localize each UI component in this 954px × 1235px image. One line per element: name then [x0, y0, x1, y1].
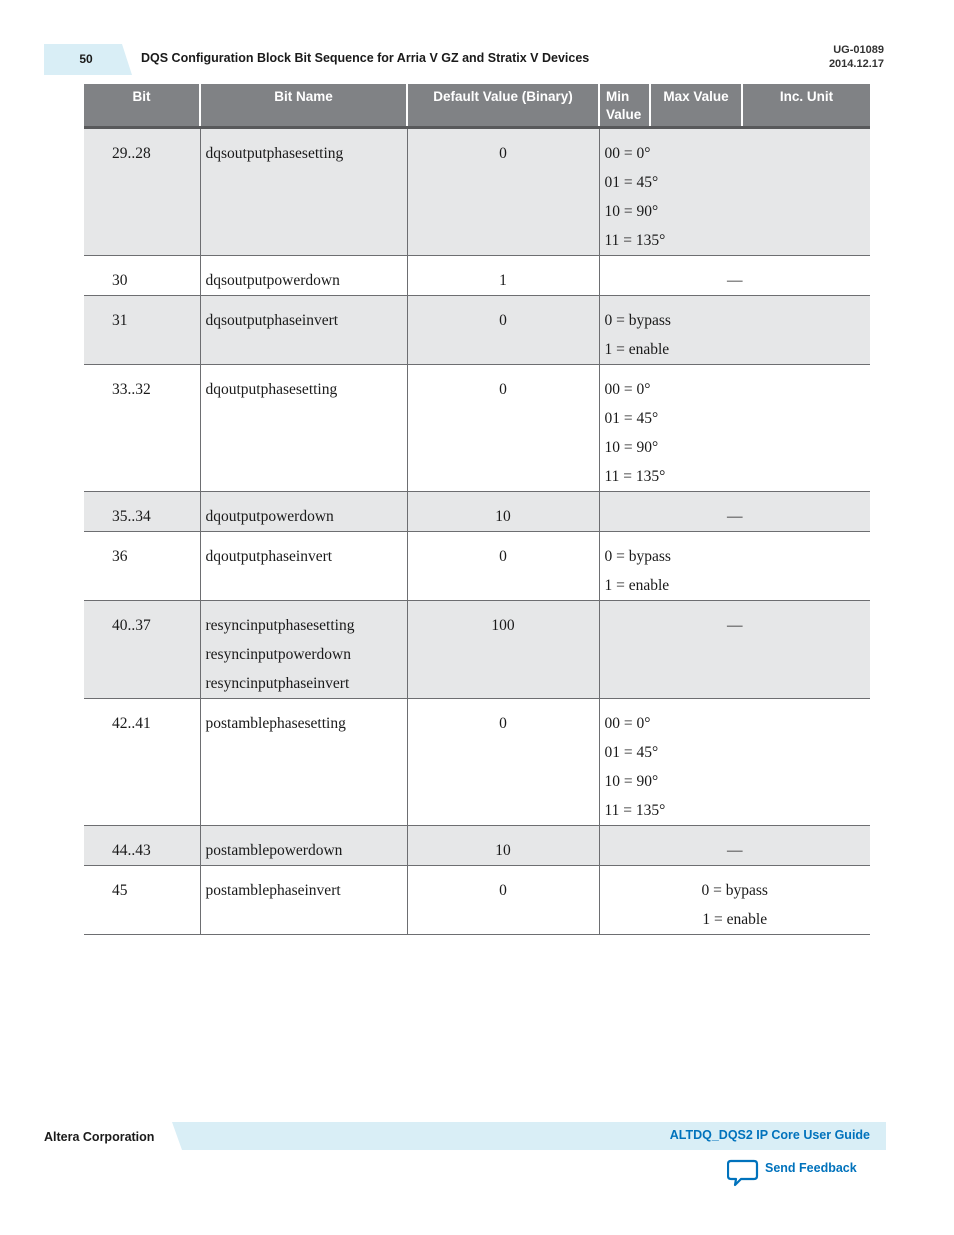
page-number-tab	[44, 44, 132, 75]
cell-bit-name	[200, 698, 407, 825]
table-row	[84, 491, 870, 531]
cell-bit: 33..32	[84, 364, 200, 491]
value-line: 1 = enable	[702, 910, 768, 928]
cell-values	[599, 600, 870, 698]
bit-name-line: dqsoutputphasesetting	[205, 144, 344, 162]
table-row	[84, 531, 870, 600]
value-line: 00 = 0°	[604, 144, 651, 162]
cell-bit: 36	[84, 531, 200, 600]
cell-default-value: 10	[407, 491, 599, 531]
cell-bit-name	[200, 255, 407, 295]
doc-id: UG-01089	[833, 44, 884, 56]
bit-name-line: dqoutputphaseinvert	[205, 547, 333, 565]
page-number: 50	[79, 52, 93, 66]
table-row	[84, 127, 870, 255]
col-header-bit: Bit	[84, 84, 200, 127]
bit-name-line: resyncinputphasesetting	[205, 616, 355, 634]
bit-name-line: postamblephaseinvert	[205, 881, 341, 899]
bit-sequence-table	[84, 84, 870, 935]
value-line: —	[727, 841, 743, 859]
cell-default-value: 1	[407, 255, 599, 295]
cell-values	[599, 698, 870, 825]
value-line: 11 = 135°	[604, 467, 666, 485]
table-row	[84, 865, 870, 934]
cell-bit: 45	[84, 865, 200, 934]
cell-values	[599, 127, 870, 255]
bit-name-line: dqsoutputphaseinvert	[205, 311, 339, 329]
bit-name-line: dqoutputphasesetting	[205, 380, 338, 398]
value-line: 11 = 135°	[604, 801, 666, 819]
cell-values	[599, 865, 870, 934]
value-line: —	[727, 271, 743, 289]
cell-values	[599, 255, 870, 295]
value-line: 1 = enable	[604, 340, 670, 358]
table-row	[84, 825, 870, 865]
doc-date: 2014.12.17	[828, 58, 884, 70]
value-line: 01 = 45°	[604, 173, 659, 191]
col-header-max: Max Value	[650, 84, 742, 127]
value-line: 0 = bypass	[701, 881, 768, 899]
cell-bit: 44..43	[84, 825, 200, 865]
table-row	[84, 364, 870, 491]
bit-name-line: resyncinputpowerdown	[205, 645, 351, 663]
cell-bit: 35..34	[84, 491, 200, 531]
doc-meta	[829, 43, 884, 71]
value-line: 1 = enable	[604, 576, 670, 594]
value-line: 11 = 135°	[604, 231, 666, 249]
cell-default-value: 0	[407, 865, 599, 934]
cell-bit-name	[200, 295, 407, 364]
cell-default-value: 0	[407, 364, 599, 491]
value-line: —	[727, 507, 743, 525]
value-line: 10 = 90°	[604, 438, 659, 456]
value-line: 10 = 90°	[604, 202, 659, 220]
col-header-inc: Inc. Unit	[742, 84, 870, 127]
cell-bit: 31	[84, 295, 200, 364]
value-line: 10 = 90°	[604, 772, 659, 790]
value-line: 00 = 0°	[604, 380, 651, 398]
value-line: 01 = 45°	[604, 743, 659, 761]
cell-bit: 42..41	[84, 698, 200, 825]
cell-bit-name	[200, 364, 407, 491]
cell-bit: 29..28	[84, 127, 200, 255]
cell-default-value: 100	[407, 600, 599, 698]
footer-company: Altera Corporation	[44, 1130, 155, 1144]
cell-bit-name	[200, 825, 407, 865]
table-row	[84, 698, 870, 825]
value-line: 00 = 0°	[604, 714, 651, 732]
cell-default-value: 0	[407, 295, 599, 364]
cell-default-value: 0	[407, 531, 599, 600]
cell-bit: 40..37	[84, 600, 200, 698]
value-line: 01 = 45°	[604, 409, 659, 427]
cell-default-value: 10	[407, 825, 599, 865]
cell-bit-name	[200, 531, 407, 600]
cell-values	[599, 491, 870, 531]
bit-name-line: postamblepowerdown	[205, 841, 343, 859]
table-body	[84, 127, 870, 934]
cell-bit-name	[200, 491, 407, 531]
bit-name-line: resyncinputphaseinvert	[205, 674, 350, 692]
value-line: 0 = bypass	[604, 547, 671, 565]
table-row	[84, 600, 870, 698]
section-title: DQS Configuration Block Bit Sequence for Arria V GZ and Stratix V Devices	[141, 51, 590, 65]
cell-bit-name	[200, 865, 407, 934]
footer-guide-link[interactable]: ALTDQ_DQS2 IP Core User Guide	[669, 1128, 870, 1142]
feedback-speech-bubble-icon	[727, 1159, 759, 1187]
table-row	[84, 295, 870, 364]
col-header-min: Min Value	[599, 84, 650, 127]
cell-values	[599, 531, 870, 600]
value-line: 0 = bypass	[604, 311, 671, 329]
table-header-row	[84, 84, 870, 127]
cell-default-value: 0	[407, 127, 599, 255]
bit-name-line: dqsoutputpowerdown	[205, 271, 340, 289]
bit-name-line: postamblephasesetting	[205, 714, 346, 732]
col-header-bit-name: Bit Name	[200, 84, 407, 127]
table-row	[84, 255, 870, 295]
cell-bit-name	[200, 600, 407, 698]
col-header-default: Default Value (Binary)	[407, 84, 599, 127]
cell-default-value: 0	[407, 698, 599, 825]
cell-bit: 30	[84, 255, 200, 295]
cell-bit-name	[200, 127, 407, 255]
cell-values	[599, 295, 870, 364]
bit-name-line: dqoutputpowerdown	[205, 507, 334, 525]
send-feedback-label: Send Feedback	[765, 1161, 857, 1175]
cell-values	[599, 364, 870, 491]
cell-values	[599, 825, 870, 865]
value-line: —	[727, 616, 743, 634]
